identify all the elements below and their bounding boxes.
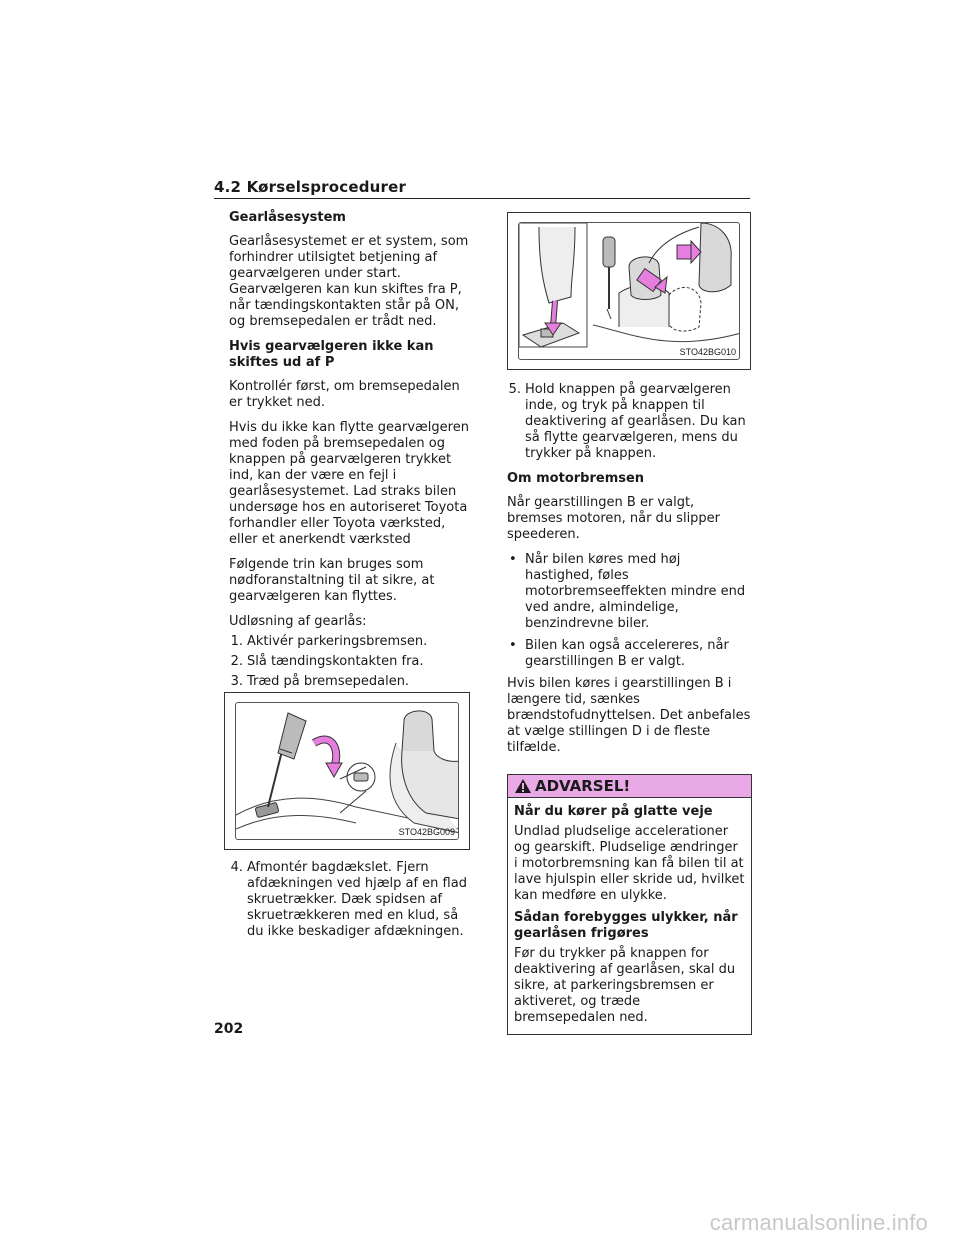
figure-release-button (507, 212, 751, 370)
heading-engine-brake: Om motorbremsen (507, 471, 645, 486)
header-rule (214, 198, 750, 199)
warning-icon (514, 778, 532, 794)
warning-paragraph-gearlock: Før du trykker på knappen for deaktivering af gearlåsen, skal du sikre, at parkeringsbremsen er aktiveret, og træde bremsepedalen ned. (514, 946, 736, 1025)
warning-heading-slippery: Når du kører på glatte veje (514, 804, 713, 819)
gear-lever-illustration (519, 223, 740, 360)
warning-header (508, 775, 751, 798)
bullet-item: • Når bilen køres med høj hastighed, føles motorbremseeffekten mindre end ved andre, almindelige, benzindrevne biler. (509, 552, 746, 631)
step-item: 3. Træd på bremsepedalen. (230, 674, 410, 689)
paragraph-release: Udløsning af gearlås: (229, 614, 367, 629)
figure-illustration (235, 702, 459, 840)
warning-body (508, 798, 751, 1034)
step-item: 1. Aktivér parkeringsbremsen. (230, 634, 428, 649)
left-column (229, 210, 474, 694)
warning-paragraph-slippery: Undlad pludselige accelerationer og gearskift. Pludselige ændringer i motorbremsning kan få bilen til at lave hjulspin eller skride ud, hvilket kan medføre en ulykke. (514, 824, 745, 903)
figure-illustration (518, 222, 740, 360)
step-item: 2. Slå tændingskontakten fra. (230, 654, 424, 669)
figure-code: STO42BG009 (398, 827, 455, 837)
heading-gearlock: Gearlåsesystem (229, 210, 346, 225)
warning-title: ADVARSEL! (535, 777, 631, 795)
step-item: 4. Afmontér bagdækslet. Fjern afdækningen ved hjælp af en flad skruetrækker. Dæk spidsen af skruetrækkeren med en klud, så du ikke beskadiger afdækningen. (230, 860, 467, 939)
watermark: carmanualsonline.info (709, 1210, 928, 1235)
paragraph-cannot-move: Hvis du ikke kan flytte gearvælgeren med foden på bremsepedalen og knappen på gearvælgeren trykket ind, kan der være en fejl i gearlåsesystemet. Lad straks bilen undersøge hos en autoriseret Toyota forhandler eller Toyota værksted, eller et anerkendt værksted (229, 420, 469, 547)
warning-box (507, 774, 752, 1035)
paragraph-check-brake: Kontrollér først, om bremsepedalen er trykket ned. (229, 379, 460, 410)
paragraph-intro: Gearlåsesystemet er et system, som forhindrer utilsigtet betjening af gearvælgeren under start. (229, 234, 469, 281)
step-4 (229, 860, 474, 944)
warning-heading-gearlock: Sådan forebygges ulykker, når gearlåsen frigøres (514, 910, 738, 941)
step-item: 5. Hold knappen på gearvælgeren inde, og tryk på knappen til deaktivering af gearlåsen. Du kan så flytte gearvælgeren, mens du trykker på knappen. (508, 382, 746, 461)
figure-remove-cover (224, 692, 470, 850)
figure-code: STO42BG010 (679, 347, 736, 357)
bullet-item: • Bilen kan også accelereres, når gearstillingen B er valgt. (509, 638, 729, 669)
right-column (507, 382, 752, 1035)
paragraph-emergency: Følgende trin kan bruges som nødforanstaltning til at sikre, at gearvælgeren kan flyttes. (229, 557, 435, 604)
heading-cannot-shift: Hvis gearvælgeren ikke kan skiftes ud af P (229, 339, 434, 370)
paragraph-fuel: Hvis bilen køres i gearstillingen B i længere tid, sænkes brændstofudnyttelsen. Det anbefales at vælge stillingen D i de fleste tilfælde. (507, 676, 751, 755)
page-number: 202 (214, 1021, 244, 1037)
section-title: 4.2 Kørselsprocedurer (214, 178, 407, 196)
screwdriver-illustration (236, 703, 459, 840)
paragraph-engine-brake: Når gearstillingen B er valgt, bremses motoren, når du slipper speederen. (507, 495, 721, 542)
paragraph-intro-2: Gearvælgeren kan kun skiftes fra P, når tændingskontakten står på ON, og bremsepedalen er trådt ned. (229, 282, 462, 329)
step-list (229, 634, 474, 690)
